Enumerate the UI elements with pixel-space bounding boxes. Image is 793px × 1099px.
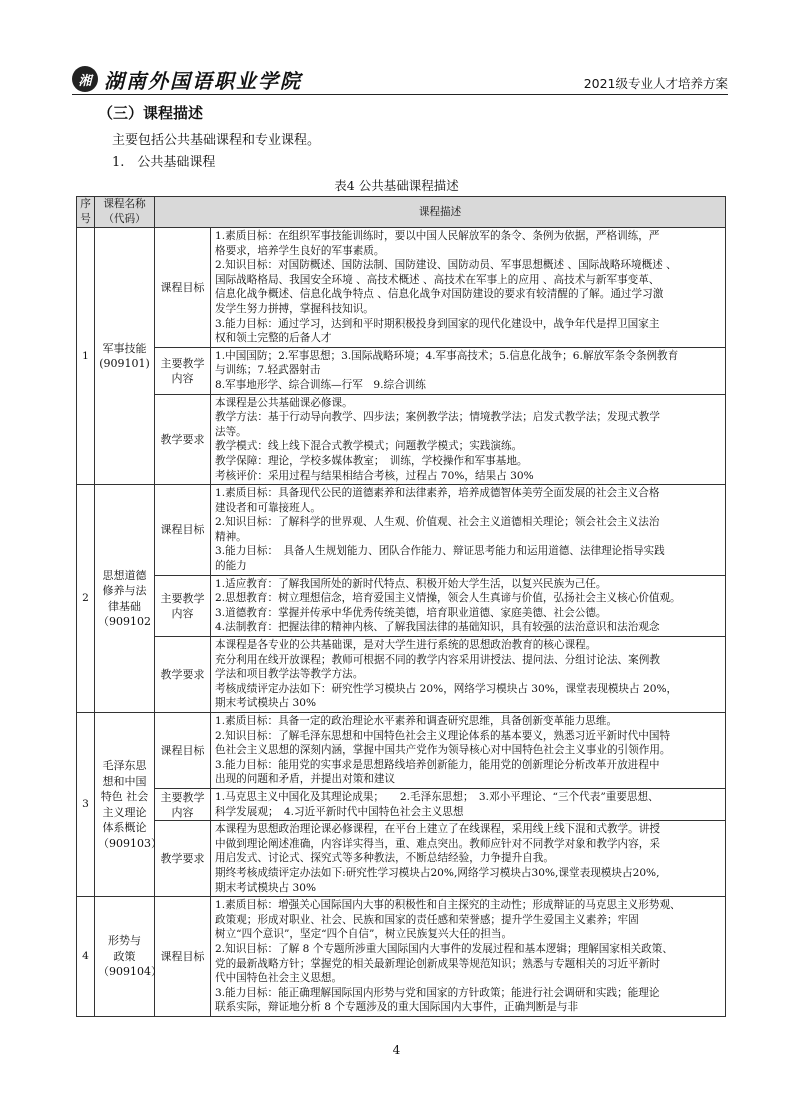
aspect-label: 课程目标 [155, 713, 211, 789]
description-line: 期终考核成绩评定办法如下:研究性学习模块占20%,网络学习模块占30%,课堂表现模块占20%, [215, 866, 660, 879]
section-intro: 主要包括公共基础课程和专业课程。 [112, 133, 321, 148]
description-line: 1.素质目标：具备现代公民的道德素养和法律素养，培养成德智体美劳全面发展的社会主义合格 [215, 487, 660, 500]
table-row [77, 897, 726, 1017]
course-name-line: 修养与法 [102, 584, 147, 598]
description-line: 科学发展观； 4.习近平新时代中国特色社会主义思想 [215, 805, 464, 818]
table-row [77, 228, 726, 348]
course-name [95, 713, 162, 897]
description-line: 2.知识目标：了解毛泽东思想和中国特色社会主义理论体系的基本要义，熟悉习近平新时代中国特 [215, 729, 671, 742]
description-line: 中做到理论阐述准确，内容详实得当，重、难点突出。教师应针对不同教学对象和教学内容，采 [215, 837, 660, 850]
school-seal-icon: 湘 [72, 66, 98, 92]
page-number: 4 [392, 1043, 401, 1057]
description-line: 本课程为思想政治理论课必修课程，在平台上建立了在线课程，采用线上线下混和式教学。讲授 [215, 823, 660, 836]
aspect-description [211, 713, 726, 789]
course-name-line: 军事技能 [102, 341, 147, 355]
description-line: 2.知识目标：对国防概述、国防法制、国防建设、国防动员、军事思想概述 、国际战略环境概述 、 [215, 259, 677, 272]
description-line: 本课程是各专业的公共基础课，是对大学生进行系统的思想政治教育的核心课程。 [215, 639, 597, 652]
description-line: 精神。 [215, 530, 247, 543]
description-line: 期末考试模块占 30% [215, 697, 317, 710]
table-row [77, 485, 726, 576]
table-row [77, 394, 726, 485]
description-line: 3.能力目标：能用党的实事求是思想路线培养创新能力，能用党的创新理论分析改革开放进程中 [215, 758, 660, 771]
description-line: 1.素质目标：增强关心国际国内大事的积极性和自主探究的主动性；形成辩证的马克思主义形势观、 [215, 899, 681, 912]
course-name-line: 特色 社会 [100, 790, 149, 804]
description-line: 8.军事地形学、综合训练—行军 9.综合训练 [215, 378, 426, 391]
description-line: 3.能力目标： 具备人生规划能力、团队合作能力、辩证思考能力和运用道德、法律理论指导实践 [215, 545, 665, 558]
description-line: 出现的问题和矛盾，并提出对策和建议 [215, 773, 396, 786]
table-header-row [77, 197, 726, 228]
course-name-line: 体系概论 [102, 821, 147, 835]
page-header [72, 60, 728, 96]
description-line: 1.素质目标：具备一定的政治理论水平素养和调查研究思维，具备创新变革能力思维。 [215, 715, 618, 727]
description-line: 发学生努力拼搏，掌握科技知识。 [215, 302, 374, 315]
course-number: 3 [77, 713, 95, 897]
description-line: 法等。 [215, 425, 247, 438]
course-description-table [76, 196, 726, 1017]
course-name-line: 主义理论 [102, 805, 147, 819]
course-number: 1 [77, 228, 95, 485]
table-row [77, 575, 726, 636]
description-line: 权和领土完整的后备人才 [215, 332, 332, 345]
description-line: 3.能力目标：能正确理解国际国内形势与党和国家的方针政策；能进行社会调研和实践；能理论 [215, 986, 660, 999]
description-line: 联系实际，辩证地分析 8 个专题涉及的重大国际国内大事件，正确判断是与非 [215, 1001, 579, 1014]
aspect-label: 主要教学内容 [155, 575, 211, 636]
document-title: 2021级专业人才培养方案 [583, 76, 728, 91]
aspect-description [211, 575, 726, 636]
description-line: 充分利用在线开放课程；教师可根据不同的教学内容采用讲授法、提问法、分组讨论法、案例教 [215, 653, 660, 666]
description-line: 学法和项目教学法等教学方法。 [215, 668, 364, 681]
school-name: 湖南外国语职业学院 [104, 68, 302, 93]
aspect-label: 教学要求 [155, 821, 211, 897]
section-heading: （三）课程描述 [98, 104, 204, 122]
aspect-description [211, 788, 726, 820]
aspect-label: 课程目标 [155, 485, 211, 576]
description-line: 代中国特色社会主义思想。 [215, 972, 343, 985]
course-name-line: （909103） [98, 836, 162, 850]
course-name [95, 228, 155, 485]
description-line: 1.素质目标：在组织军事技能训练时，要以中国人民解放军的条令、条例为依据，严格训练，严 [215, 230, 660, 242]
description-line: 4.法制教育：把握法律的精神内核、了解我国法律的基础知识，具有较强的法治意识和法治观念 [215, 621, 660, 634]
course-name-line: 思想道德 [102, 568, 147, 582]
table-row [77, 713, 726, 789]
course-number: 2 [77, 485, 95, 713]
description-line: 考核评价：采用过程与结果相结合考核，过程占 70%，结果占 30% [215, 469, 534, 482]
aspect-label: 教学要求 [155, 394, 211, 485]
course-number: 4 [77, 897, 95, 1017]
description-line: 党的最新战略方针；掌握党的相关最新理论创新成果等规范知识；熟悉与专题相关的习近平新时 [215, 957, 660, 970]
description-line: 格要求，培养学生良好的军事素质。 [215, 244, 385, 257]
aspect-description [211, 485, 726, 576]
table-row [77, 821, 726, 897]
course-name-line: （909104） [98, 965, 162, 979]
course-name-line: （909102 [98, 615, 151, 629]
description-line: 3.能力目标：通过学习，达到和平时期积极投身到国家的现代化建设中，战争年代是捍卫国家主 [215, 317, 660, 330]
aspect-description [211, 228, 726, 348]
description-line: 2.知识目标：了解科学的世界观、人生观、价值观、社会主义道德相关理论；领会社会主义法治 [215, 516, 660, 529]
course-name-line: 形势与 [108, 934, 141, 948]
description-line: 考核成绩评定办法如下：研究性学习模块占 20%，网络学习模块占 30%，课堂表现模块占 20%， [215, 682, 678, 695]
description-line: 用启发式、讨论式、探究式等多种教法，不断总结经验，力争提升自我。 [215, 852, 554, 865]
description-line: 教学方法：基于行动导向教学、四步法；案例教学法；情境教学法；启发式教学法；发现式教学 [215, 411, 660, 424]
aspect-label: 教学要求 [155, 637, 211, 713]
description-line: 1.马克思主义中国化及其理论成果； 2.毛泽东思想； 3.邓小平理论、“三个代表”重要思想、 [215, 790, 659, 803]
description-line: 政策观；形成对职业、社会、民族和国家的责任感和荣誉感；提升学生爱国主义素养；牢固 [215, 913, 639, 926]
description-line: 1.中国国防；2.军事思想；3.国际战略环境；4.军事高技术；5.信息化战争；6.解放军条令条例教育 [215, 349, 679, 362]
course-name-line: 毛泽东思 [102, 759, 147, 773]
course-name-line: 律基础 [108, 599, 141, 613]
description-line: 与训练；7.轻武器射击 [215, 364, 321, 377]
header-course-name: 课程名称（代码） [95, 197, 155, 228]
description-line: 教学模式：线上线下混合式教学模式；问题教学模式；实践演练。 [215, 440, 523, 453]
description-line: 期末考试模块占 30% [215, 881, 317, 894]
aspect-label: 主要教学内容 [155, 347, 211, 394]
course-name-line: 政策 [113, 949, 136, 963]
header-num: 序号 [77, 197, 95, 228]
description-line: 信息化战争概述、信息化战争特点 、信息化战争对国防建设的要求有较清醒的了解。通过学习激 [215, 288, 664, 301]
subsection-heading: 1. 公共基础课程 [112, 155, 216, 170]
school-logo [72, 64, 302, 94]
header-divider [72, 94, 728, 95]
aspect-label: 课程目标 [155, 897, 211, 1017]
aspect-description [211, 637, 726, 713]
aspect-description [211, 347, 726, 394]
course-name [95, 485, 155, 713]
description-line: 本课程是公共基础课必修课。 [215, 396, 353, 409]
aspect-label: 课程目标 [155, 228, 211, 348]
course-name-line: (909101) [99, 357, 150, 371]
description-line: 2.思想教育：树立理想信念，培育爱国主义情操，领会人生真谛与价值，弘扬社会主义核心价值观。 [215, 592, 681, 605]
description-line: 的能力 [215, 560, 247, 573]
table-caption: 表4 公共基础课程描述 [334, 178, 459, 193]
header-description: 课程描述 [155, 197, 726, 228]
description-line: 国际战略格局、我国安全环境 、高技术概述 、高技术在军事上的应用 、高技术与新军事变革、 [215, 273, 660, 286]
table-row [77, 637, 726, 713]
table-row [77, 788, 726, 820]
aspect-description [211, 897, 726, 1017]
table-row [77, 347, 726, 394]
course-name [95, 897, 162, 1017]
course-name-line: 想和中国 [102, 774, 147, 788]
description-line: 建设者和可靠接班人。 [215, 501, 321, 514]
description-line: 树立“四个意识”，坚定“四个自信”，树立民族复兴大任的担当。 [215, 928, 513, 941]
description-line: 3.道德教育：掌握并传承中华优秀传统美德，培育职业道德、家庭美德、社会公德。 [215, 606, 607, 619]
description-line: 2.知识目标：了解 8 个专题所涉重大国际国内大事件的发展过程和基本逻辑；理解国家相关政策、 [215, 942, 673, 955]
description-line: 1.适应教育：了解我国所处的新时代特点、积极开始大学生活，以复兴民族为己任。 [215, 577, 607, 590]
description-line: 教学保障：理论，学校多媒体教室； 训练，学校操作和军事基地。 [215, 454, 528, 467]
aspect-description [211, 821, 726, 897]
aspect-description [211, 394, 726, 485]
description-line: 色社会主义思想的深刻内涵，掌握中国共产党作为领导核心对中国特色社会主义事业的引领作用。 [215, 744, 671, 757]
aspect-label: 主要教学内容 [155, 788, 211, 820]
